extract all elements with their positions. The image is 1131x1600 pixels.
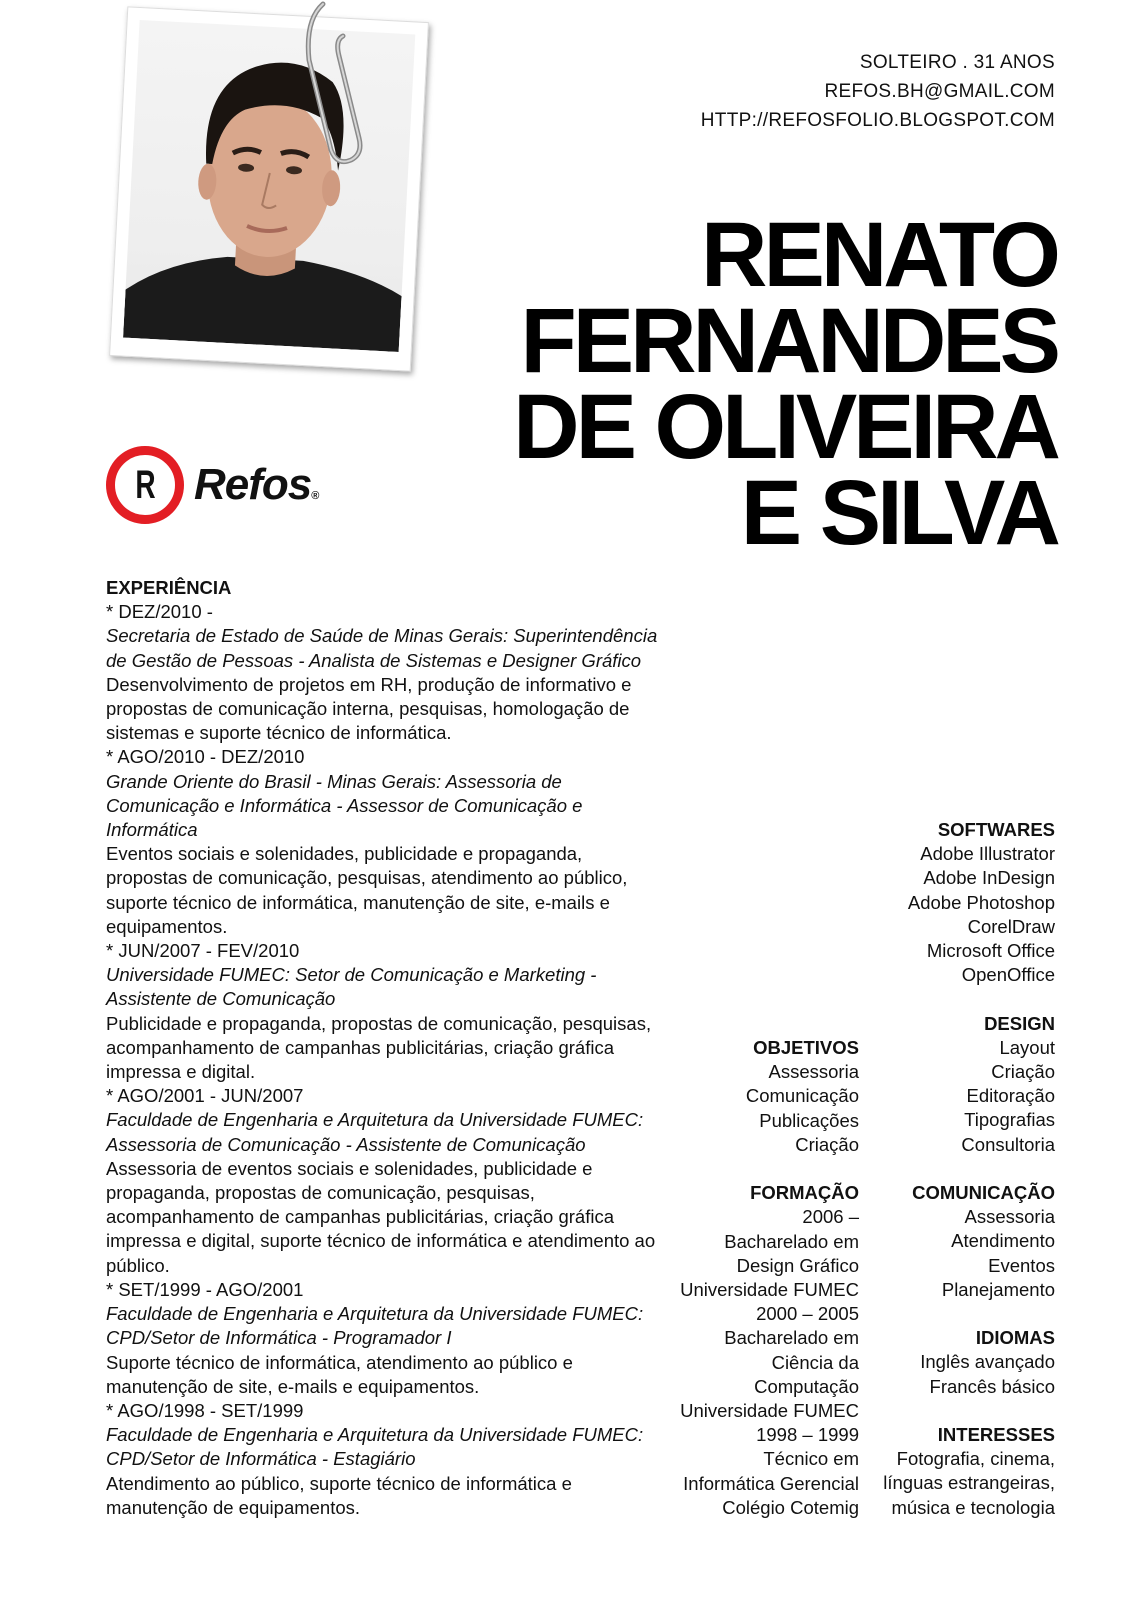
formacao-item: Design Gráfico bbox=[736, 1254, 859, 1276]
job-entry bbox=[106, 600, 666, 745]
comunicacao-section bbox=[883, 1181, 1055, 1302]
logo-letter: R bbox=[134, 462, 156, 507]
job-entry bbox=[106, 1399, 666, 1520]
job-date: * DEZ/2010 - bbox=[106, 601, 213, 623]
formacao-item: 2000 – 2005 bbox=[756, 1303, 859, 1325]
name-line: DE OLIVEIRA bbox=[513, 376, 1057, 478]
objetivo-item: Criação bbox=[795, 1133, 859, 1155]
job-description: Publicidade e propaganda, propostas de comunicação, pesquisas, acompanhamento de campanhas publicitárias, criação gráfica impressa e digital. bbox=[106, 1012, 652, 1083]
software-item: Microsoft Office bbox=[926, 940, 1055, 962]
design-section bbox=[883, 1012, 1055, 1157]
job-entry bbox=[106, 745, 666, 939]
job-date: * AGO/2001 - JUN/2007 bbox=[106, 1085, 304, 1107]
job-description: Assessoria de eventos sociais e solenidades, publicidade e propaganda, propostas de comunicação, pesquisas, acompanhamento de campanhas publicitárias, criação gráfica impressa e digital, suporte técnico de informática e atendimento ao público. bbox=[106, 1157, 656, 1276]
comunicacao-item: Assessoria bbox=[964, 1206, 1055, 1228]
idiomas-title: IDIOMAS bbox=[975, 1327, 1055, 1349]
email-link[interactable]: REFOS.BH@GMAIL.COM bbox=[824, 81, 1055, 102]
formacao-title: FORMAÇÃO bbox=[750, 1182, 859, 1204]
job-title: Faculdade de Engenharia e Arquitetura da Universidade FUMEC: CPD/Setor de Informática - Estagiário bbox=[106, 1424, 644, 1470]
formacao-item: Bacharelado em bbox=[724, 1230, 859, 1252]
formacao-item: Universidade FUMEC bbox=[680, 1279, 859, 1301]
design-item: Criação bbox=[991, 1061, 1055, 1083]
job-date: * JUN/2007 - FEV/2010 bbox=[106, 940, 300, 962]
formacao-item: Colégio Cotemig bbox=[722, 1496, 859, 1518]
interesses-title: INTERESSES bbox=[937, 1424, 1055, 1446]
objetivos-section bbox=[680, 1036, 859, 1157]
name-line: E SILVA bbox=[740, 462, 1057, 564]
comunicacao-title: COMUNICAÇÃO bbox=[912, 1182, 1055, 1204]
formacao-item: Técnico em bbox=[763, 1448, 859, 1470]
job-title: Grande Oriente do Brasil - Minas Gerais: Assessoria de Comunicação e Informática - Assessor de Comunicação e Informática bbox=[106, 770, 583, 841]
job-entry bbox=[106, 939, 666, 1084]
software-item: Adobe Photoshop bbox=[907, 891, 1055, 913]
job-entry bbox=[106, 1084, 666, 1278]
job-date: * AGO/2010 - DEZ/2010 bbox=[106, 746, 305, 768]
job-date: * SET/1999 - AGO/2001 bbox=[106, 1278, 304, 1300]
interesse-item: Fotografia, cinema, bbox=[896, 1448, 1055, 1470]
interesses-section bbox=[883, 1423, 1055, 1520]
job-title: Secretaria de Estado de Saúde de Minas Gerais: Superintendência de Gestão de Pessoas - Analista de Sistemas e Designer Gráfico bbox=[106, 625, 658, 671]
formacao-item: Ciência da bbox=[771, 1351, 859, 1373]
name-line: FERNANDES bbox=[520, 290, 1057, 392]
idiomas-section bbox=[883, 1326, 1055, 1399]
software-item: CorelDraw bbox=[967, 915, 1055, 937]
comunicacao-item: Atendimento bbox=[951, 1230, 1055, 1252]
right-column bbox=[883, 818, 1055, 1544]
registered-mark: ® bbox=[311, 490, 319, 502]
logo-r-circle-icon bbox=[106, 446, 184, 524]
experience-section bbox=[106, 576, 666, 1520]
job-date: * AGO/1998 - SET/1999 bbox=[106, 1399, 304, 1421]
formacao-item: Bacharelado em bbox=[724, 1327, 859, 1349]
softwares-section bbox=[883, 818, 1055, 987]
portfolio-link[interactable]: HTTP://REFOSFOLIO.BLOGSPOT.COM bbox=[700, 110, 1055, 131]
interesse-item: línguas estrangeiras, bbox=[883, 1472, 1055, 1494]
job-entry bbox=[106, 1278, 666, 1399]
refos-logo bbox=[106, 446, 326, 530]
comunicacao-item: Planejamento bbox=[941, 1278, 1055, 1300]
job-description: Desenvolvimento de projetos em RH, produção de informativo e propostas de comunicação interna, pesquisas, homologação de sistemas e suporte técnico de informática. bbox=[106, 673, 632, 744]
formacao-item: Computação bbox=[754, 1375, 859, 1397]
formacao-section bbox=[680, 1181, 859, 1520]
job-title: Faculdade de Engenharia e Arquitetura da Universidade FUMEC: Assessoria de Comunicação - Assistente de Comunicação bbox=[106, 1109, 644, 1155]
softwares-title: SOFTWARES bbox=[937, 819, 1055, 840]
paper-clip-icon bbox=[295, 0, 385, 170]
objetivo-item: Assessoria bbox=[768, 1061, 859, 1083]
design-title: DESIGN bbox=[984, 1012, 1055, 1034]
formacao-item: 2006 – bbox=[802, 1206, 859, 1228]
full-name bbox=[513, 204, 1057, 564]
formacao-item: Informática Gerencial bbox=[683, 1472, 859, 1494]
software-item: Adobe InDesign bbox=[923, 867, 1055, 889]
job-title: Universidade FUMEC: Setor de Comunicação e Marketing - Assistente de Comunicação bbox=[106, 964, 597, 1010]
contact-info bbox=[701, 48, 1055, 135]
interesse-item: música e tecnologia bbox=[891, 1496, 1055, 1518]
design-item: Editoração bbox=[966, 1085, 1055, 1107]
job-description: Suporte técnico de informática, atendimento ao público e manutenção de site, e-mails e equipamentos. bbox=[106, 1351, 573, 1397]
objetivos-title: OBJETIVOS bbox=[753, 1037, 859, 1058]
name-line: RENATO bbox=[701, 204, 1057, 306]
idioma-item: Inglês avançado bbox=[920, 1351, 1055, 1373]
job-title: Faculdade de Engenharia e Arquitetura da Universidade FUMEC: CPD/Setor de Informática - Programador I bbox=[106, 1303, 644, 1349]
job-description: Eventos sociais e solenidades, publicidade e propaganda, propostas de comunicação, pesquisas, atendimento ao público, suporte técnico de informática, manutenção de site, e-mails e equipamentos. bbox=[106, 843, 628, 937]
idioma-item: Francês básico bbox=[929, 1375, 1055, 1397]
middle-column bbox=[680, 1036, 859, 1544]
objetivo-item: Comunicação bbox=[745, 1085, 859, 1107]
objetivo-item: Publicações bbox=[759, 1109, 859, 1131]
design-item: Consultoria bbox=[961, 1133, 1055, 1155]
comunicacao-item: Eventos bbox=[988, 1254, 1055, 1276]
logo-wordmark bbox=[194, 460, 318, 510]
design-item: Tipografias bbox=[964, 1109, 1055, 1131]
formacao-item: 1998 – 1999 bbox=[756, 1424, 859, 1446]
software-item: Adobe Illustrator bbox=[920, 843, 1055, 865]
software-item: OpenOffice bbox=[961, 964, 1055, 986]
marital-age: SOLTEIRO . 31 ANOS bbox=[859, 52, 1055, 73]
job-description: Atendimento ao público, suporte técnico de informática e manutenção de equipamentos. bbox=[106, 1472, 572, 1518]
formacao-item: Universidade FUMEC bbox=[680, 1400, 859, 1422]
design-item: Layout bbox=[999, 1036, 1055, 1058]
experience-title: EXPERIÊNCIA bbox=[106, 577, 232, 598]
logo-text: Refos bbox=[194, 460, 312, 509]
